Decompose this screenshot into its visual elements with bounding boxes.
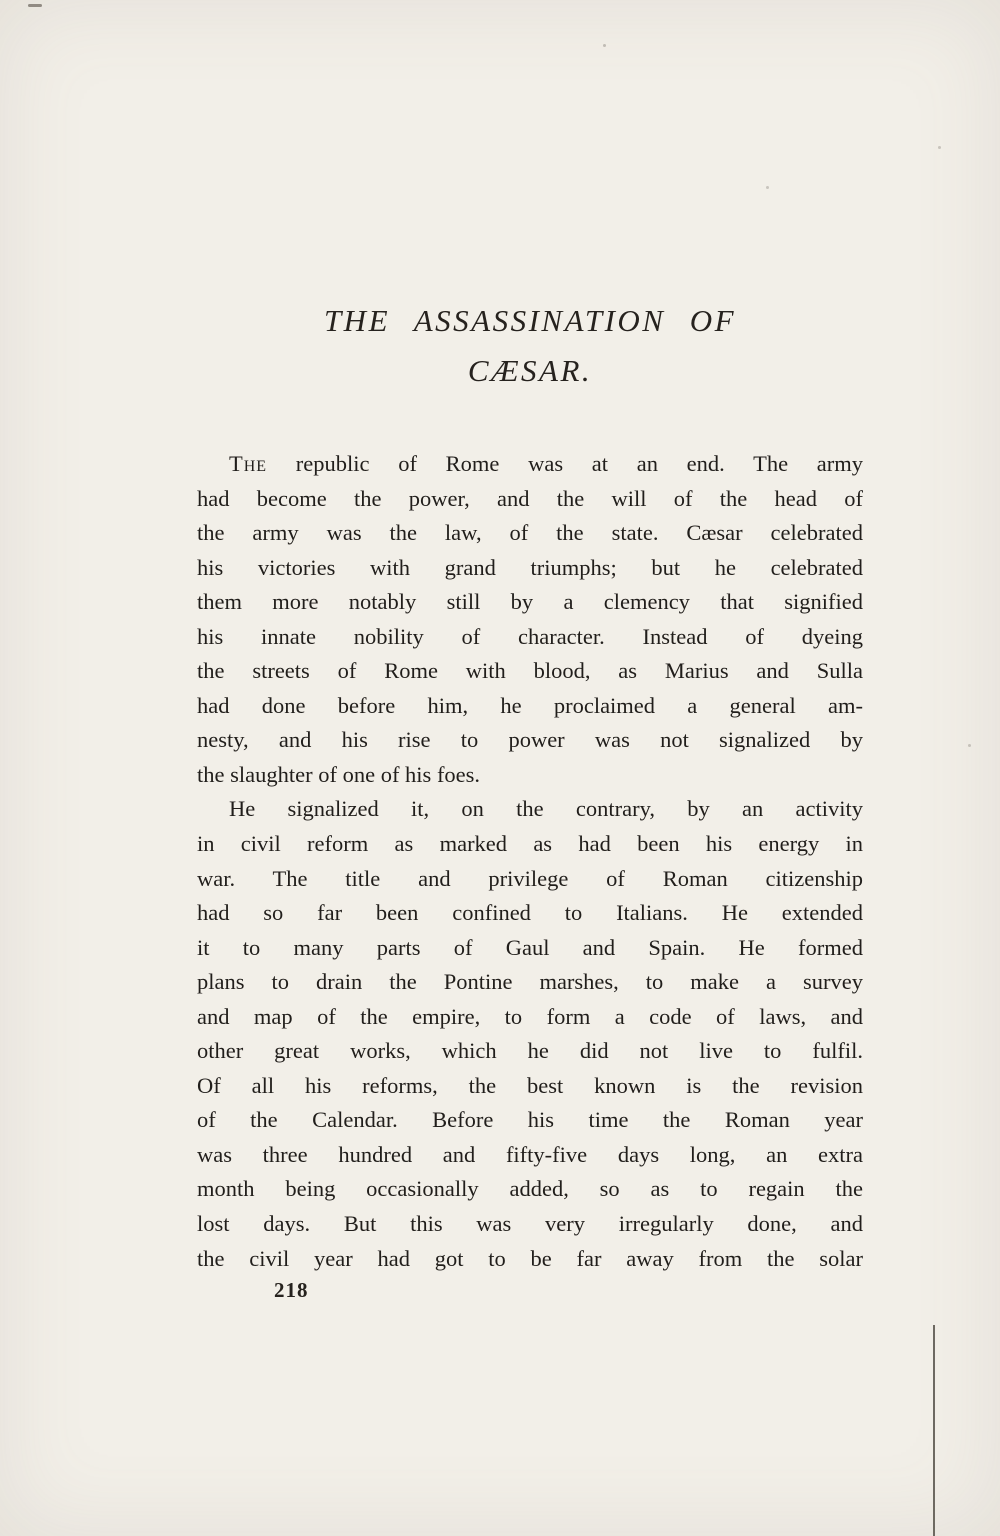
scan-speck	[938, 146, 941, 149]
text-line: Of all his reforms, the best known is the revision	[197, 1072, 863, 1098]
paragraph	[197, 792, 863, 1276]
text-line: and map of the empire, to form a code of laws, and	[197, 1003, 863, 1029]
scan-speck	[968, 744, 971, 747]
text-line: the army was the law, of the state. Cæsar celebrated	[197, 520, 863, 546]
chapter-title	[196, 296, 864, 396]
scan-speck	[28, 4, 42, 7]
text-line: plans to drain the Pontine marshes, to make a survey	[197, 969, 863, 995]
scan-artifact-line	[933, 1325, 935, 1536]
text-line: the streets of Rome with blood, as Marius and Sulla	[197, 658, 863, 684]
text-line: in civil reform as marked as had been his energy in	[197, 831, 863, 857]
text-line: it to many parts of Gaul and Spain. He formed	[197, 934, 863, 960]
small-caps-lead: The	[229, 451, 268, 476]
text-line: them more notably still by a clemency that signified	[197, 589, 863, 615]
chapter-title-line-1: THE ASSASSINATION OF	[323, 303, 737, 338]
text-line: war. The title and privilege of Roman citizenship	[197, 865, 863, 891]
text-line: He signalized it, on the contrary, by an activity	[229, 796, 863, 822]
text-line: the civil year had got to be far away from the solar	[197, 1245, 863, 1271]
text-line: his victories with grand triumphs; but he celebrated	[197, 554, 863, 580]
scan-speck	[603, 44, 606, 47]
text-line: The republic of Rome was at an end. The army	[229, 451, 863, 476]
text-line: had become the power, and the will of the head of	[197, 485, 863, 511]
chapter-title-line-2: CÆSAR.	[467, 353, 593, 388]
text-line: the slaughter of one of his foes.	[197, 761, 481, 787]
page-number: 218	[274, 1278, 309, 1302]
text-line: other great works, which he did not live to fulfil.	[197, 1038, 863, 1064]
text-line: had done before him, he proclaimed a general am-	[197, 692, 863, 718]
body-text	[197, 447, 863, 1276]
scan-speck	[766, 186, 769, 189]
paragraph	[197, 447, 863, 792]
text-line: of the Calendar. Before his time the Roman year	[197, 1107, 863, 1133]
text-line: lost days. But this was very irregularly done, and	[197, 1211, 863, 1237]
text-line: his innate nobility of character. Instead of dyeing	[197, 623, 863, 649]
text-line: was three hundred and fifty-five days long, an extra	[197, 1141, 863, 1167]
text-line: month being occasionally added, so as to regain the	[197, 1176, 863, 1202]
text-line: nesty, and his rise to power was not signalized by	[197, 727, 863, 753]
text-line: had so far been confined to Italians. He extended	[197, 900, 863, 926]
